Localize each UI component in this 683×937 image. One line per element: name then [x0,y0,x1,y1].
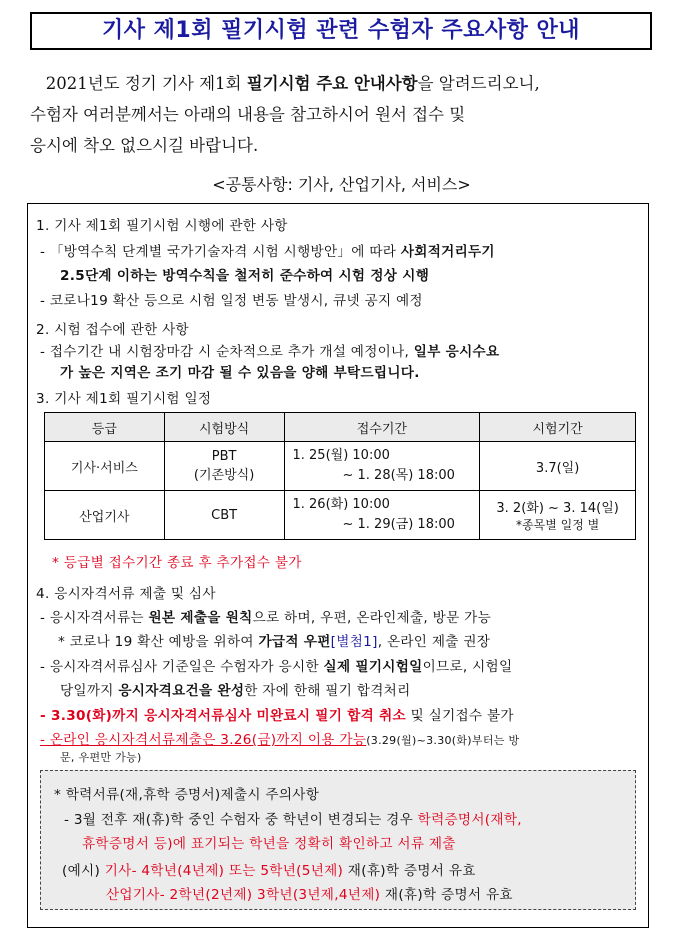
table-header-row [45,413,636,442]
sec4-bullet-4 [40,704,514,724]
sec4-b1-text: - 응시자격서류는 [40,610,149,626]
sec4-b3-text: - 응시자격서류심사 기준일은 수험자가 응시한 [40,659,324,675]
note-example-2 [106,883,513,903]
page-title: 기사 제1회 필기시험 관련 수험자 주요사항 안내 [101,18,581,43]
sec1-b1-bold: 사회적거리두기 [400,244,495,260]
sec4-b6-small: (3.29(월)~3.30(화)부터는 방 [366,734,520,747]
note-ex2-end: 재(휴)학 증명서 유효 [380,887,513,903]
period-start: 1. 26(화) 10:00 [292,497,390,512]
sec4-bullet-5-cont: 문, 우편만 가능) [60,751,142,764]
header-method: 시험방식 [164,413,284,442]
intro-text-1: 2021년도 정기 기사 제1회 [45,74,247,93]
note-example-1 [62,859,476,879]
note-l1-red: 학력증명서(재학, [417,812,522,828]
note-ex1-red: 기사- 4학년(4년제) 또는 5학년(5년제) [104,863,344,879]
sec2-bullet-1-cont: 가 높은 지역은 조기 마감 될 수 있음을 양해 부탁드립니다. [60,365,420,381]
sec1-b1-text: - 「방역수칙 단계별 국가기술자격 시험 시행방안」에 따라 [40,244,401,260]
sec4-bullet-2 [58,630,490,650]
title-box [30,12,652,50]
sec4-heading: 4. 응시자격서류 제출 및 심사 [36,586,216,602]
common-heading: <공통사항: 기사, 산업기사, 서비스> [212,175,471,194]
intro-text-3: 응시에 착오 없으시길 바랍니다. [30,136,259,155]
sec4-b2-end: , 온라인 제출 권장 [377,634,491,650]
sec2-heading: 2. 시험 접수에 관한 사항 [36,322,189,338]
sec2-b1-text: - 접수기간 내 시험장마감 시 순차적으로 추가 개설 예정이나, [40,344,414,360]
sec4-b5-end: 및 실기접수 불가 [405,708,514,724]
note-line-2: 휴학증명서 등)에 표기되는 학년을 정확히 확인하고 서류 제출 [82,836,456,852]
period-start: 1. 25(월) 10:00 [292,448,390,463]
grade-cell: 산업기사 [45,491,165,540]
header-exam-period: 시험기간 [480,413,636,442]
period-cell [284,442,480,491]
note-heading: * 학력서류(재,휴학 증명서)제출시 주의사항 [54,787,320,803]
sec4-b5-red: - 3.30(화)까지 응시자격서류심사 미완료시 필기 합격 취소 [40,708,406,724]
header-application-period: 접수기간 [284,413,480,442]
table-row [45,442,636,491]
table-row [45,491,636,540]
sec1-bullet-1-cont: 2.5단계 이하는 방역수칙을 철저히 준수하여 시험 정상 시행 [60,268,430,284]
schedule-table [44,412,636,540]
sec4-b6-red: - 온라인 응시자격서류제출은 3.26(금)까지 이용 가능 [40,732,367,748]
sec4-b3-bold: 실제 필기시험일 [323,659,423,675]
sec3-heading: 3. 기사 제1회 필기시험 일정 [36,391,212,407]
note-l1-text: - 3월 전후 재(휴)학 중인 수험자 중 학년이 변경되는 경우 [64,812,418,828]
sec4-b4-bold: 응시자격요건을 완성 [118,683,245,699]
period-end: ~ 1. 29(금) 18:00 [342,517,455,532]
intro-text-bold: 필기시험 주요 안내사항 [246,74,418,93]
header-grade: 등급 [45,413,165,442]
sec1-heading: 1. 기사 제1회 필기시험 시행에 관한 사항 [36,218,288,234]
sec4-b2-attachment: [별첨1] [330,634,378,650]
method-cell [164,442,284,491]
method-cell [164,491,284,540]
note-line-1 [64,808,522,828]
sec4-bullet-1 [40,606,491,626]
intro-text-1-end: 을 알려드리오니, [417,74,540,93]
period-end: ~ 1. 28(목) 18:00 [342,468,455,483]
sec3-note: * 등급별 접수기간 종료 후 추가접수 불가 [52,555,302,571]
method-value: PBT [211,449,237,464]
exam-note: *종목별 일정 별 [516,518,600,532]
sec1-bullet-2: - 코로나19 확산 등으로 시험 일정 변동 발생시, 큐넷 공지 예정 [40,293,423,309]
method-value: CBT [211,507,238,523]
sec4-b1-bold: 원본 제출을 원칙 [148,610,253,626]
intro-text-2: 수험자 여러분께서는 아래의 내용을 참고하시어 원서 접수 및 [30,105,466,124]
sec2-bullet-1 [40,340,499,360]
note-ex2-red: 산업기사- 2학년(2년제) 3학년(3년제,4년제) [106,887,381,903]
sec4-b4-text: 당일까지 [60,683,119,699]
sec4-bullet-3 [40,655,512,675]
exam-cell [480,442,636,491]
note-ex1-label: (예시) [62,863,105,879]
exam-period: 3. 2(화) ~ 3. 14(일) [496,501,619,516]
sec4-bullet-3-cont [60,679,411,699]
exam-cell [480,491,636,540]
sec4-b4-end: 한 자에 한해 필기 합격처리 [244,683,411,699]
sec4-bullet-5 [40,728,519,748]
period-cell [284,491,480,540]
grade-cell: 기사·서비스 [45,442,165,491]
method-sub: (기존방식) [193,468,255,483]
intro-paragraph [30,68,652,161]
sec4-b3-end: 이므로, 시험일 [422,659,513,675]
sec4-b1-end: 으로 하며, 우편, 온라인제출, 방문 가능 [252,610,492,626]
sec1-bullet-1 [40,240,495,260]
sec4-b2-text: * 코로나 19 확산 예방을 위하여 [58,634,259,650]
exam-period: 3.7(일) [535,460,580,476]
note-ex1-end: 재(휴)학 증명서 유효 [343,863,476,879]
sec2-b1-bold: 일부 응시수요 [413,344,500,360]
sec4-b2-bold: 가급적 우편 [258,634,331,650]
